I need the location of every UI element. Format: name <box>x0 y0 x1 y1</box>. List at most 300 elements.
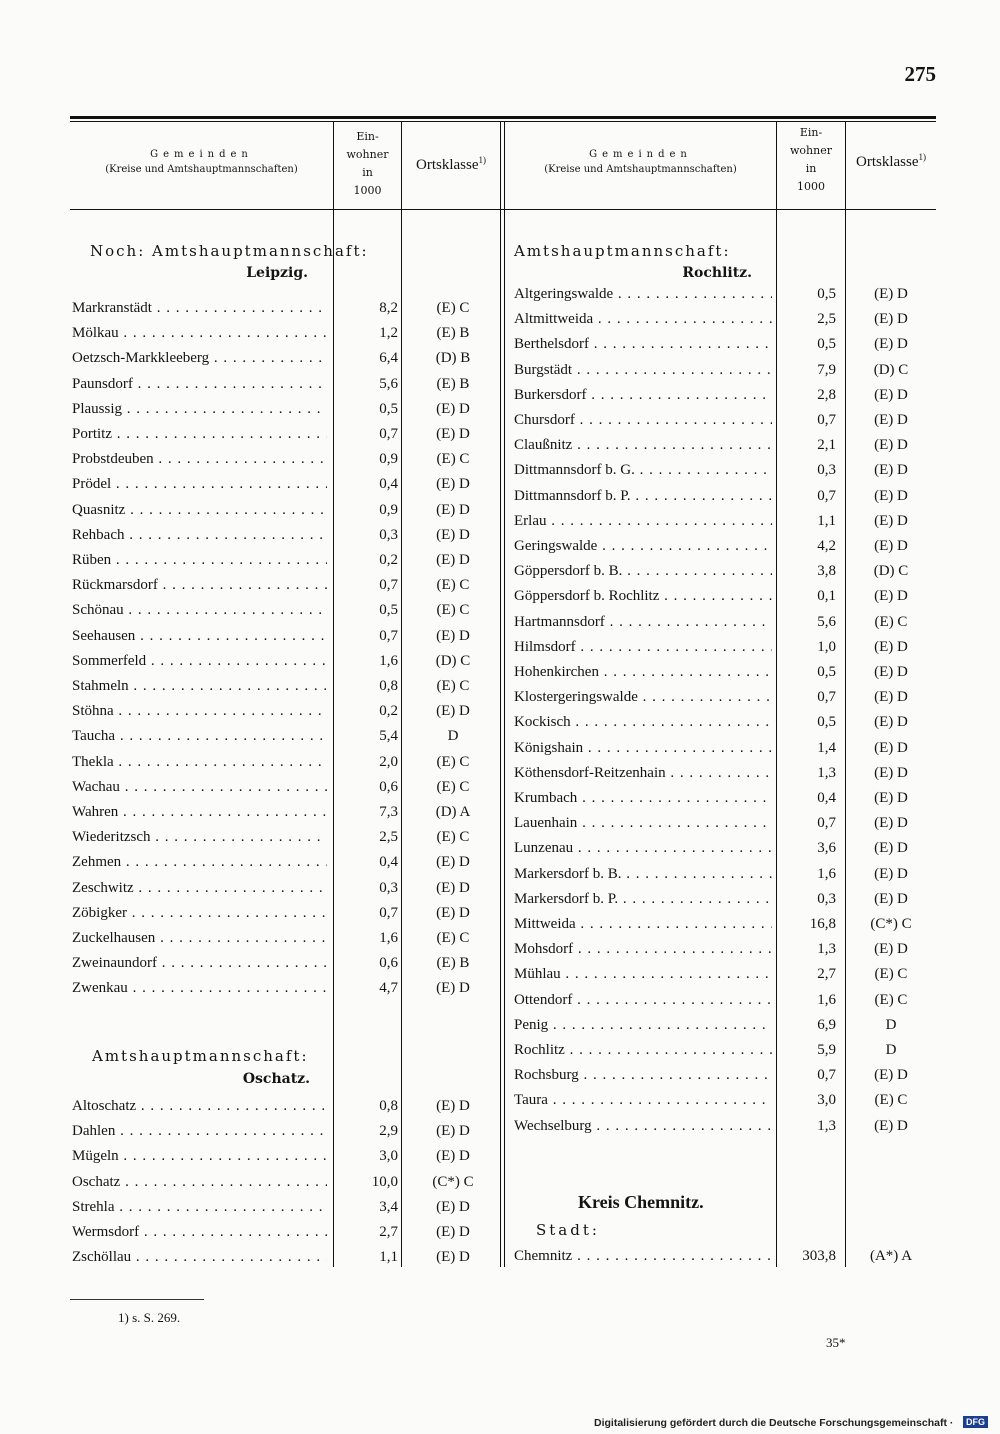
table-row <box>514 286 936 311</box>
population-value: 5,6 <box>379 375 398 392</box>
table-row <box>72 930 500 955</box>
table-row <box>72 300 500 325</box>
right-col-header <box>505 148 776 177</box>
location-class: (E) D <box>436 854 470 871</box>
population-value: 1,6 <box>817 991 836 1008</box>
pop-line1: Ein- <box>799 126 823 139</box>
population-value: 0,7 <box>817 412 836 428</box>
population-value: 0,7 <box>379 904 398 921</box>
population-value: 0,5 <box>379 400 398 417</box>
municipality-name: Burkersdorf . . . <box>514 387 772 404</box>
table-row <box>72 779 500 804</box>
table-row <box>72 754 500 779</box>
location-class: (E) D <box>874 286 908 302</box>
location-class: (C*) C <box>432 1173 474 1190</box>
location-class: (E) C <box>436 930 470 946</box>
municipality-name: Wiederitzsch . . . <box>72 829 327 846</box>
table-row <box>514 866 936 891</box>
table-row <box>72 1224 500 1249</box>
location-class: (E) C <box>436 778 470 795</box>
municipality-name: Sommerfeld . . . <box>72 653 327 670</box>
population-value: 0,7 <box>817 815 836 832</box>
location-class: (E) C <box>436 678 470 694</box>
population-value: 6,9 <box>817 1016 836 1033</box>
location-class: (E) D <box>436 1148 470 1165</box>
population-value: 2,9 <box>379 1123 398 1140</box>
table-row <box>72 577 500 602</box>
table-row <box>72 350 500 375</box>
location-class: (E) D <box>436 904 470 921</box>
table-row <box>514 891 936 916</box>
population-value: 0,9 <box>379 501 398 518</box>
pop-line2: wohner <box>346 148 389 162</box>
top-rule-thin <box>70 121 936 122</box>
table-row <box>514 1067 936 1092</box>
table-row <box>72 678 500 703</box>
pop-line1: Ein- <box>356 130 379 143</box>
population-value: 10,0 <box>371 1173 398 1190</box>
population-value: 3,4 <box>379 1198 398 1215</box>
population-value: 0,8 <box>379 1098 398 1114</box>
location-class: (E) D <box>874 412 908 428</box>
left-col-header <box>70 148 333 177</box>
top-rule-thick <box>70 116 936 119</box>
location-class: (E) C <box>436 300 470 316</box>
location-class: (E) C <box>436 451 470 468</box>
location-class: (E) C <box>874 613 908 630</box>
table-row <box>72 1174 500 1199</box>
location-class: (C*) C <box>870 916 912 932</box>
municipality-name: Zwenkau . . . <box>72 980 327 997</box>
table-row <box>514 311 936 336</box>
table-row <box>72 1249 500 1274</box>
municipality-name: Wahren . . . <box>72 804 327 821</box>
population-value: 0,7 <box>817 689 836 706</box>
municipality-name: Berthelsdorf . . . <box>514 336 772 353</box>
municipality-name: Köthensdorf-Reitzenhain . . . <box>514 765 772 782</box>
location-class: (E) D <box>874 790 908 806</box>
municipality-name: Taucha . . . <box>72 728 327 745</box>
population-value: 5,4 <box>379 728 398 745</box>
location-class: (E) D <box>436 980 470 997</box>
location-class: (E) D <box>874 764 908 781</box>
location-class: (E) D <box>874 1067 908 1084</box>
municipality-name: Rüben . . . <box>72 552 327 569</box>
municipality-name: Rehbach . . . <box>72 527 327 544</box>
location-class: (E) D <box>436 552 470 568</box>
municipality-name: Zschöllau . . . <box>72 1249 327 1266</box>
location-class: (E) D <box>874 840 908 857</box>
class-note: 1) <box>918 152 926 162</box>
population-value: 1,6 <box>379 930 398 946</box>
municipality-name: Altmittweida . . . <box>514 311 772 328</box>
municipality-name: Claußnitz . . . <box>514 437 772 454</box>
municipality-name: Penig . . . <box>514 1017 772 1034</box>
location-class: (E) D <box>874 588 908 605</box>
table-row <box>514 563 936 588</box>
table-row <box>514 1092 936 1117</box>
municipality-name: Göppersdorf b. Rochlitz . . . <box>514 588 772 605</box>
municipality-name: Oschatz . . . <box>72 1174 327 1191</box>
location-class: (E) D <box>436 1098 470 1114</box>
location-class: (E) D <box>436 526 470 543</box>
table-row <box>72 628 500 653</box>
municipality-name: Mittweida . . . <box>514 916 772 933</box>
population-value: 0,5 <box>379 602 398 619</box>
table-row <box>514 336 936 361</box>
population-value: 16,8 <box>809 916 836 932</box>
municipality-name: Hartmannsdorf . . . <box>514 614 772 631</box>
location-class: (E) D <box>874 462 908 479</box>
population-value: 1,1 <box>379 1249 398 1266</box>
location-class: (E) D <box>436 1123 470 1140</box>
location-class: (E) D <box>436 476 470 493</box>
population-value: 8,2 <box>379 300 398 316</box>
table-row <box>514 639 936 664</box>
municipality-name: Hilmsdorf . . . <box>514 639 772 656</box>
table-row <box>514 538 936 563</box>
table-row <box>514 1118 936 1143</box>
population-value: 2,5 <box>379 829 398 846</box>
pop-line3: in <box>805 162 817 176</box>
pop-line2: wohner <box>790 144 832 158</box>
table-row <box>72 476 500 501</box>
right-pop-header <box>777 124 845 197</box>
location-class: (E) D <box>436 879 470 896</box>
population-value: 0,4 <box>379 476 398 493</box>
municipality-name: Wechselburg . . . <box>514 1118 772 1135</box>
population-value: 2,5 <box>817 311 836 328</box>
table-row <box>72 325 500 350</box>
table-row <box>72 451 500 476</box>
sheet-signature: 35* <box>826 1335 846 1350</box>
population-value: 0,6 <box>379 955 398 972</box>
municipality-name: Geringswalde . . . <box>514 538 772 555</box>
municipality-name: Mölkau . . . <box>72 325 327 342</box>
municipality-name: Altoschatz . . . <box>72 1098 327 1115</box>
location-class: (E) D <box>874 336 908 353</box>
population-value: 0,7 <box>817 1067 836 1084</box>
location-class: (D) C <box>435 652 471 669</box>
population-value: 1,3 <box>817 1117 836 1134</box>
table-row <box>514 412 936 437</box>
population-value: 0,7 <box>379 426 398 442</box>
middle-rule-b <box>504 122 505 1267</box>
population-value: 2,7 <box>817 966 836 983</box>
location-class: (E) C <box>436 829 470 846</box>
municipality-name: Zeschwitz . . . <box>72 880 327 897</box>
page-number: 275 <box>904 62 936 86</box>
population-value: 2,1 <box>817 437 836 454</box>
stadt-label: Stadt: <box>536 1221 600 1239</box>
municipality-name: Klostergeringswalde . . . <box>514 689 772 706</box>
location-class: (E) D <box>874 714 908 731</box>
location-class: (E) D <box>436 1249 470 1266</box>
left-pop-header <box>334 128 401 201</box>
population-value: 1,4 <box>817 739 836 756</box>
population-value: 0,1 <box>817 588 836 605</box>
table-row <box>72 376 500 401</box>
population-value: 0,7 <box>379 627 398 644</box>
population-value: 0,7 <box>817 487 836 504</box>
municipality-name: Plaussig . . . <box>72 401 327 418</box>
location-class: (D) C <box>873 361 909 378</box>
population-value: 0,3 <box>817 890 836 907</box>
municipality-name: Erlau . . . <box>514 513 772 530</box>
location-class: (E) D <box>436 1224 470 1240</box>
location-class: (E) D <box>874 638 908 655</box>
population-value: 0,3 <box>817 462 836 479</box>
population-value: 5,6 <box>817 613 836 630</box>
class-note: 1) <box>478 155 486 165</box>
location-class: (E) D <box>874 386 908 403</box>
table-row <box>514 462 936 487</box>
population-value: 6,4 <box>379 350 398 367</box>
table-row <box>72 527 500 552</box>
population-value: 0,2 <box>379 552 398 568</box>
right-section1-name: Rochlitz. <box>682 265 752 281</box>
table-row <box>514 1017 936 1042</box>
col-title: Gemeinden <box>150 149 253 160</box>
municipality-name: Königshain . . . <box>514 740 772 757</box>
population-value: 1,3 <box>817 764 836 781</box>
location-class: (E) D <box>874 689 908 706</box>
right-class-header <box>846 152 936 171</box>
table-row <box>72 1199 500 1224</box>
table-row <box>514 765 936 790</box>
population-value: 1,0 <box>817 638 836 655</box>
municipality-name: Taura . . . <box>514 1092 772 1109</box>
location-class: (E) C <box>874 966 908 983</box>
kreis-title: Kreis Chemnitz. <box>578 1192 704 1212</box>
table-row <box>514 966 936 991</box>
municipality-name: Thekla . . . <box>72 754 327 771</box>
municipality-name: Quasnitz . . . <box>72 502 327 519</box>
table-row <box>514 588 936 613</box>
population-value: 3,8 <box>817 563 836 580</box>
location-class: (E) D <box>874 664 908 680</box>
location-class: (E) D <box>874 815 908 832</box>
municipality-name: Ottendorf . . . <box>514 992 772 1009</box>
table-row <box>514 714 936 739</box>
municipality-name: Rochsburg . . . <box>514 1067 772 1084</box>
municipality-name: Wermsdorf . . . <box>72 1224 327 1241</box>
municipality-name: Stahmeln . . . <box>72 678 327 695</box>
class-label: Ortsklasse <box>856 154 919 170</box>
class-label: Ortsklasse <box>416 157 479 173</box>
table-row <box>514 664 936 689</box>
population-value: 0,5 <box>817 286 836 302</box>
location-class: (E) D <box>874 437 908 454</box>
municipality-name: Lunzenau . . . <box>514 840 772 857</box>
population-value: 5,9 <box>817 1042 836 1058</box>
population-value: 0,4 <box>379 854 398 871</box>
municipality-name: Prödel . . . <box>72 476 327 493</box>
population-value: 2,8 <box>817 386 836 403</box>
table-row <box>514 387 936 412</box>
municipality-name: Mohsdorf . . . <box>514 941 772 958</box>
table-row <box>514 740 936 765</box>
table-row <box>514 1248 936 1273</box>
municipality-name: Hohenkirchen . . . <box>514 664 772 681</box>
table-row <box>514 916 936 941</box>
footnote: 1) s. S. 269. <box>118 1310 181 1325</box>
left-section1-title: Noch: Amtshauptmannschaft: <box>90 242 369 260</box>
population-value: 0,5 <box>817 714 836 731</box>
population-value: 0,5 <box>817 336 836 353</box>
population-value: 2,0 <box>379 753 398 770</box>
table-row <box>514 513 936 538</box>
table-row <box>72 1098 500 1123</box>
location-class: (E) D <box>436 1198 470 1215</box>
table-row <box>72 502 500 527</box>
municipality-name: Zöbigker . . . <box>72 905 327 922</box>
population-value: 1,1 <box>817 512 836 529</box>
location-class: (D) C <box>873 563 909 580</box>
population-value: 3,6 <box>817 840 836 857</box>
population-value: 1,6 <box>379 652 398 669</box>
location-class: (E) D <box>436 426 470 442</box>
left-section1-name: Leipzig. <box>246 265 308 281</box>
municipality-name: Schönau . . . <box>72 602 327 619</box>
table-row <box>72 602 500 627</box>
municipality-name: Markranstädt . . . <box>72 300 327 317</box>
population-value: 0,3 <box>379 526 398 543</box>
location-class: (E) D <box>874 865 908 882</box>
location-class: (E) B <box>436 955 470 972</box>
table-row <box>514 362 936 387</box>
table-row <box>72 653 500 678</box>
municipality-name: Dittmannsdorf b. G. . . . <box>514 462 772 479</box>
location-class: (D) A <box>435 804 471 820</box>
location-class: (E) D <box>436 703 470 720</box>
municipality-name: Zehmen . . . <box>72 854 327 871</box>
table-row <box>72 955 500 980</box>
table-row <box>72 980 500 1005</box>
location-class: (D) B <box>435 350 471 367</box>
municipality-name: Markersdorf b. P. . . . <box>514 891 772 908</box>
municipality-name: Dahlen . . . <box>72 1123 327 1140</box>
population-value: 303,8 <box>802 1248 836 1264</box>
municipality-name: Rochlitz . . . <box>514 1042 772 1059</box>
municipality-name: Wachau . . . <box>72 779 327 796</box>
table-row <box>72 905 500 930</box>
pop-line3: in <box>362 166 373 180</box>
municipality-name: Stöhna . . . <box>72 703 327 720</box>
population-value: 1,3 <box>817 941 836 958</box>
population-value: 0,8 <box>379 678 398 694</box>
table-row <box>514 840 936 865</box>
municipality-name: Zuckelhausen . . . <box>72 930 327 947</box>
population-value: 4,7 <box>379 980 398 997</box>
municipality-name: Chursdorf . . . <box>514 412 772 429</box>
location-class: (E) C <box>874 1092 908 1109</box>
col-subtitle: (Kreise und Amtshauptmannschaften) <box>105 163 298 175</box>
location-class: D <box>447 728 459 745</box>
location-class: (E) D <box>436 627 470 644</box>
col-subtitle: (Kreise und Amtshauptmannschaften) <box>544 163 737 175</box>
population-value: 0,5 <box>817 664 836 680</box>
location-class: (E) B <box>436 375 470 392</box>
location-class: (A*) A <box>869 1248 913 1264</box>
table-row <box>514 689 936 714</box>
table-row <box>514 815 936 840</box>
table-row <box>72 401 500 426</box>
location-class: (E) D <box>874 941 908 958</box>
municipality-name: Lauenhain . . . <box>514 815 772 832</box>
dfg-logo: DFG <box>963 1416 988 1428</box>
location-class: (E) D <box>436 501 470 518</box>
table-row <box>514 1042 936 1067</box>
municipality-name: Dittmannsdorf b. P. . . . <box>514 488 772 505</box>
left-section2-title: Amtshauptmannschaft: <box>92 1047 309 1065</box>
population-value: 0,3 <box>379 879 398 896</box>
location-class: (E) C <box>436 753 470 770</box>
municipality-name: Kockisch . . . <box>514 714 772 731</box>
population-value: 0,6 <box>379 778 398 795</box>
location-class: (E) D <box>874 512 908 529</box>
header-bottom-rule <box>70 209 936 210</box>
table-row <box>72 552 500 577</box>
table-row <box>514 790 936 815</box>
municipality-name: Oetzsch-Markkleeberg . . . <box>72 350 327 367</box>
municipality-name: Strehla . . . <box>72 1199 327 1216</box>
population-value: 7,9 <box>817 361 836 378</box>
municipality-name: Paunsdorf . . . <box>72 376 327 393</box>
location-class: (E) D <box>874 890 908 907</box>
left-class-header <box>402 155 500 174</box>
municipality-name: Mühlau . . . <box>514 966 772 983</box>
population-value: 3,0 <box>817 1092 836 1109</box>
municipality-name: Mügeln . . . <box>72 1148 327 1165</box>
location-class: (E) C <box>436 577 470 594</box>
location-class: (E) D <box>874 311 908 328</box>
left-section2-name: Oschatz. <box>242 1071 310 1087</box>
population-value: 1,6 <box>817 865 836 882</box>
municipality-name: Krumbach . . . <box>514 790 772 807</box>
municipality-name: Göppersdorf b. B. . . . <box>514 563 772 580</box>
population-value: 0,9 <box>379 451 398 468</box>
location-class: (E) D <box>436 400 470 417</box>
location-class: (E) D <box>874 538 908 554</box>
location-class: (E) D <box>874 487 908 504</box>
population-value: 3,0 <box>379 1148 398 1165</box>
table-row <box>72 854 500 879</box>
table-row <box>72 728 500 753</box>
pop-line4: 1000 <box>353 184 382 198</box>
population-value: 0,2 <box>379 703 398 720</box>
location-class: D <box>885 1042 897 1058</box>
location-class: D <box>885 1016 897 1033</box>
location-class: (E) C <box>874 991 908 1008</box>
municipality-name: Seehausen . . . <box>72 628 327 645</box>
table-row <box>514 614 936 639</box>
municipality-name: Altgeringswalde . . . <box>514 286 772 303</box>
population-value: 0,7 <box>379 577 398 594</box>
population-value: 1,2 <box>379 325 398 342</box>
location-class: (E) D <box>874 739 908 756</box>
table-row <box>72 1123 500 1148</box>
location-class: (E) C <box>436 602 470 619</box>
table-row <box>72 426 500 451</box>
municipality-name: Probstdeuben . . . <box>72 451 327 468</box>
population-value: 2,7 <box>379 1224 398 1240</box>
table-row <box>514 941 936 966</box>
table-row <box>72 703 500 728</box>
population-value: 4,2 <box>817 538 836 554</box>
digitization-note: Digitalisierung gefördert durch die Deutsche Forschungsgemeinschaft · <box>594 1417 954 1429</box>
pop-line4: 1000 <box>797 180 825 194</box>
